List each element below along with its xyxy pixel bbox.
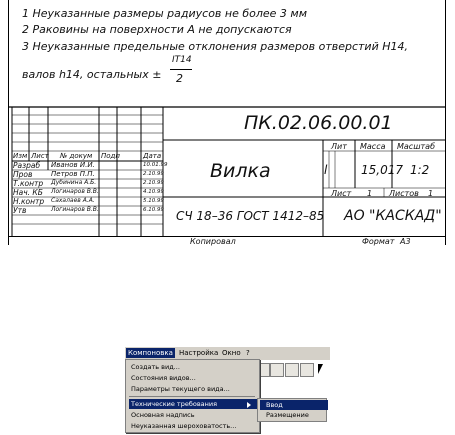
header-date: Дата — [143, 152, 162, 160]
menu-item-view-states[interactable]: Состояния видов... — [131, 374, 196, 382]
format-label: Формат — [362, 237, 395, 246]
role-1: Пров — [13, 170, 33, 179]
tolerance-fraction-denominator: 2 — [176, 72, 183, 85]
lit-value: l — [324, 163, 328, 177]
note-line-1: 1 Неуказанные размеры радиусов не более 3 мм — [22, 7, 308, 20]
menu-help[interactable]: ? — [246, 349, 250, 357]
menu-item-current-view-params[interactable]: Параметры текущего вида... — [131, 385, 230, 393]
submenu-arrow-icon — [247, 402, 251, 408]
role-2: Т.контр — [13, 179, 44, 188]
date-4: 5.10.99 — [143, 198, 164, 204]
sheets-value: 1 — [428, 189, 434, 198]
note-line-2: 2 Раковины на поверхности А не допускаются — [22, 23, 292, 36]
format-value: А3 — [400, 237, 411, 246]
name-4: Сахалаев А.А. — [51, 197, 95, 204]
scale-label: Масштаб — [397, 142, 436, 151]
sheet-label: Лист — [331, 189, 352, 198]
header-doc-no: № докум — [60, 152, 93, 160]
layout-dropdown-menu — [125, 359, 260, 433]
date-0: 10.01.99 — [143, 162, 168, 168]
toolbar-window-icon[interactable] — [270, 363, 284, 377]
date-3: 4.10.99 — [143, 189, 164, 195]
header-list: Лист — [31, 152, 49, 160]
scale-value: 1:2 — [410, 163, 430, 177]
menu-layout[interactable]: Компоновка — [128, 349, 173, 357]
menu-item-create-view[interactable]: Создать вид... — [131, 363, 180, 371]
toolbar-print-icon[interactable] — [300, 363, 314, 377]
sheets-label: Листов — [389, 189, 419, 198]
name-3: Логинаров В.В. — [51, 188, 99, 195]
mass-value: 15,017 — [361, 163, 403, 177]
header-izm: Изм — [13, 152, 28, 160]
copied-label: Копировал — [190, 237, 236, 246]
drawing-designation: ПК.02.06.00.01 — [244, 112, 393, 134]
menu-item-title-block[interactable]: Основная надпись — [131, 411, 195, 419]
name-2: Дубинина А.Б. — [51, 179, 97, 186]
menu-item-tech-requirements[interactable]: Технические требования — [129, 399, 257, 409]
menu-separator — [129, 396, 255, 397]
note-line-3: 3 Неуказанные предельные отклонения размеров отверстий H14, — [22, 40, 408, 53]
date-5: 6.10.99 — [143, 207, 164, 213]
header-sign: Подп — [101, 152, 120, 160]
sheet-value: 1 — [367, 189, 373, 198]
role-4: Н.контр — [13, 197, 45, 206]
lit-label: Лит — [331, 142, 347, 151]
material-spec: СЧ 18–36 ГОСТ 1412–85 — [176, 209, 325, 223]
part-name: Вилка — [210, 160, 271, 182]
submenu-item-placement[interactable]: Размещение — [266, 411, 309, 419]
tech-requirements-submenu — [257, 398, 327, 422]
menu-item-roughness[interactable]: Неуказанная шероховатость... — [131, 422, 237, 430]
menu-settings[interactable]: Настройка — [179, 349, 219, 357]
note-line-4: валов h14, остальных ± — [22, 68, 162, 81]
name-1: Петров П.П. — [51, 170, 95, 178]
cursor-arrow-icon — [318, 364, 323, 374]
company-name: АО "КАСКАД" — [344, 208, 442, 224]
role-0: Разраб — [13, 161, 41, 170]
tolerance-fraction-numerator: IT14 — [172, 55, 192, 65]
toolbar-zoom-icon[interactable] — [285, 363, 299, 377]
role-3: Нач. КБ — [13, 188, 43, 197]
date-1: 2.10.99 — [143, 171, 164, 177]
role-5: Утв — [13, 206, 27, 215]
submenu-item-input[interactable]: Ввод — [260, 400, 328, 410]
name-0: Иванов И.И. — [51, 161, 95, 169]
date-2: 2.10.99 — [143, 180, 164, 186]
name-5: Логинаров В.В. — [51, 206, 99, 213]
menu-window[interactable]: Окно — [222, 349, 241, 357]
mass-label: Масса — [360, 142, 386, 151]
